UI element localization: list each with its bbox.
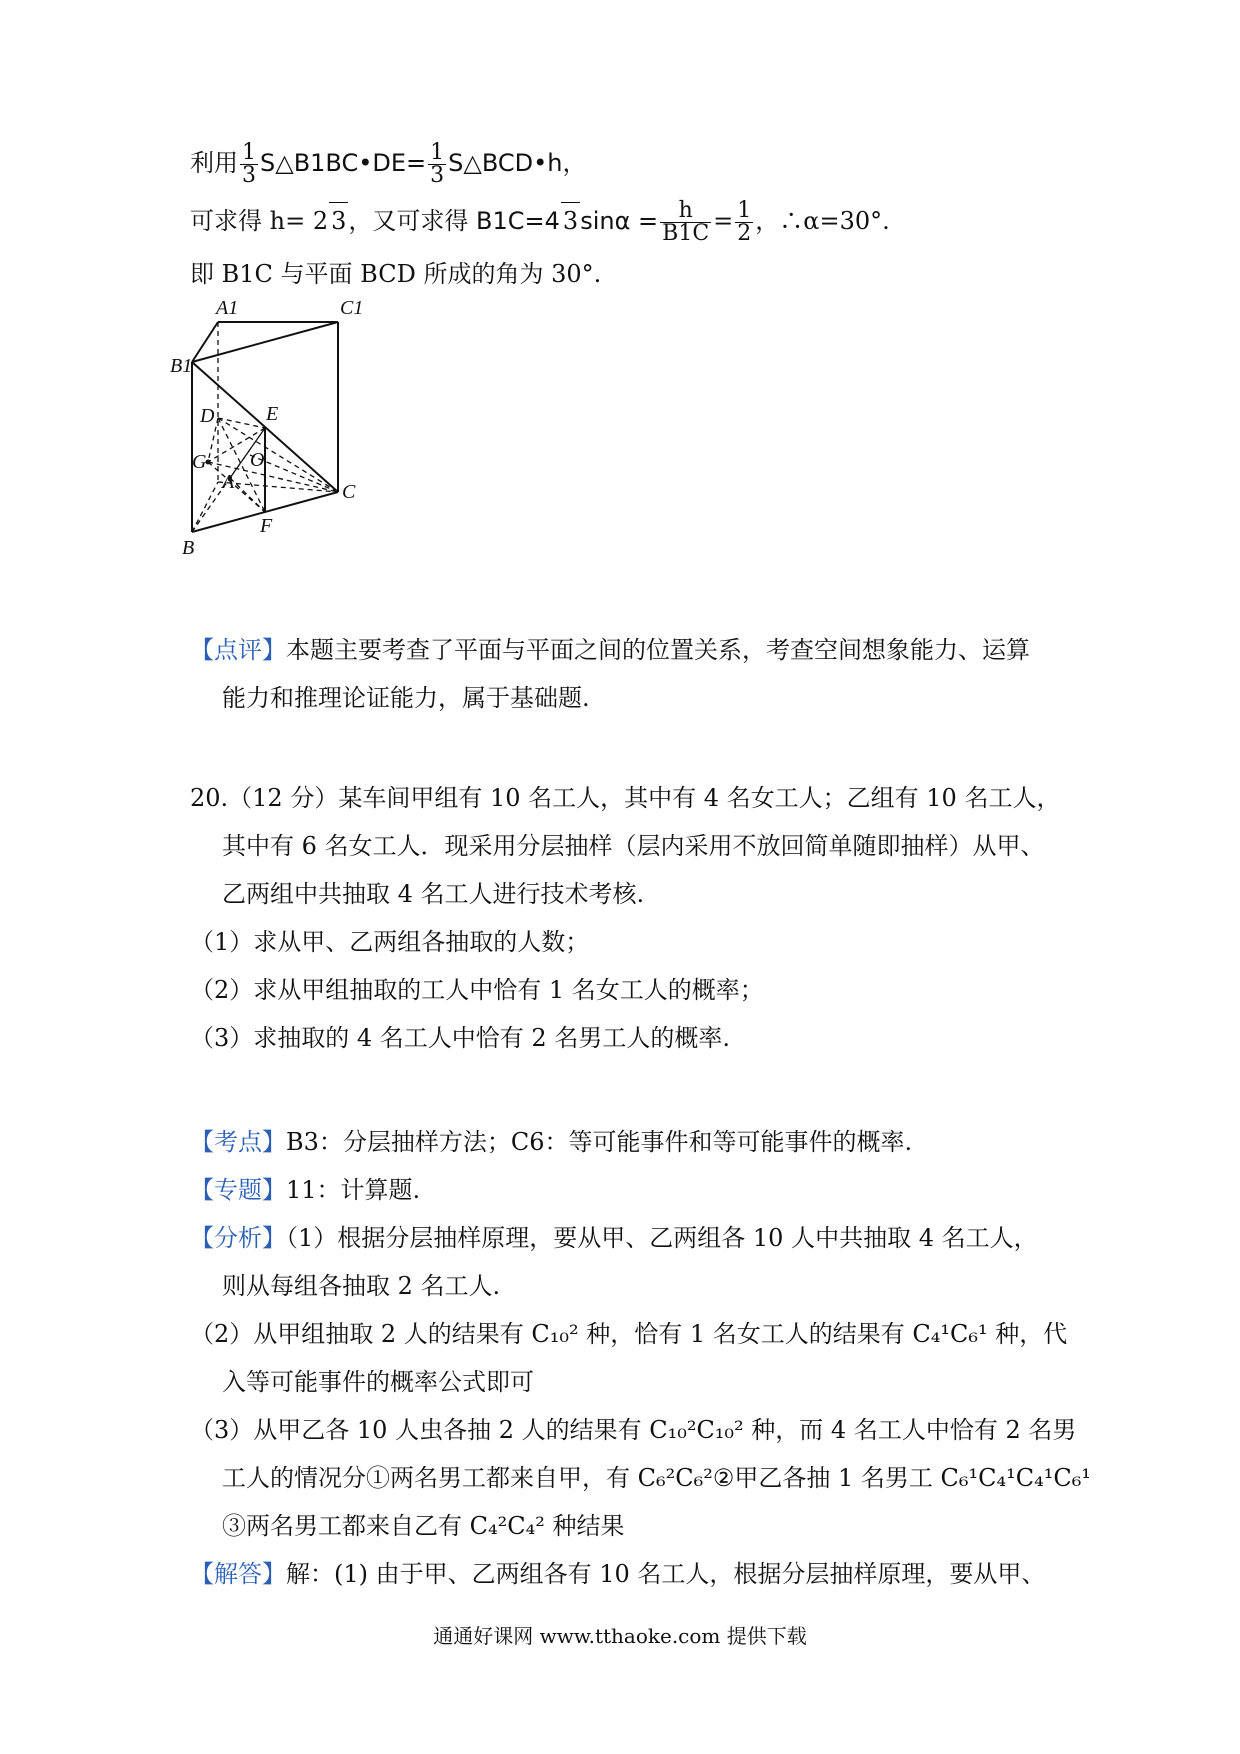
page-footer: 通通好课网 www.tthaoke.com 提供下载 (433, 1624, 807, 1648)
label-D: D (200, 405, 215, 427)
fraction-one-third-2: $\frac{1}{3}$ (430, 140, 445, 188)
fraction-one-third: $\frac{1}{3}$ (242, 140, 256, 188)
fenxi-line-1: 【分析】（1）根据分层抽样原理，要从甲、乙两组各 10 人中共抽取 4 名工人， (190, 1224, 1038, 1252)
zhuanti-line: 【专题】11：计算题. (190, 1176, 421, 1204)
fraction-one-half: $\frac{1}{2}$ (737, 198, 752, 246)
fenxi-line-7: ③两名男工都来自乙有 C₄²C₄² 种结果 (222, 1512, 625, 1540)
problem20-line-3: 乙两组中共抽取 4 名工人进行技术考核. (222, 880, 645, 908)
problem20-line-1: 20.（12 分）某车间甲组有 10 名工人，其中有 4 名女工人；乙组有 10 名工人， (190, 784, 1061, 812)
label-C: C (342, 481, 356, 503)
kaodian-tag: 【考点】 (190, 1128, 286, 1156)
comment-line-1: 【点评】本题主要考查了平面与平面之间的位置关系，考查空间想象能力、运算 (190, 636, 1030, 664)
zhuanti-tag: 【专题】 (190, 1176, 286, 1204)
label-O: O (250, 449, 265, 471)
prism-figure (170, 297, 420, 630)
label-B1: B1 (170, 355, 193, 377)
fraction-h-over-b1c: $\frac{h}{B1C}$ (662, 198, 710, 246)
formula-line-1: 利用 $\frac{1}{3}$ S△B1BC•DE= $\frac{1}{3}$ S△BCD•h， (190, 140, 587, 188)
label-C1: C1 (340, 297, 364, 319)
label-F: F (260, 515, 273, 537)
fenxi-line-3: （2）从甲组抽取 2 人的结果有 C₁₀² 种，恰有 1 名女工人的结果有 C₄¹C₆¹ 种，代 (190, 1320, 1068, 1348)
fenxi-line-5: （3）从甲乙各 10 人虫各抽 2 人的结果有 C₁₀²C₁₀² 种，而 4 名工人中恰有 2 名男 (190, 1416, 1077, 1444)
problem20-question-1: （1）求从甲、乙两组各抽取的人数； (190, 928, 590, 956)
label-E: E (266, 403, 279, 425)
fenxi-line-2: 则从每组各抽取 2 名工人. (222, 1272, 501, 1300)
fenxi-line-4: 入等可能事件的概率公式即可 (222, 1368, 534, 1396)
formula-line-2: 可求得 h= 2 3，又可求得 B1C=4 3sinα = $\frac{h}{B1C}$ = $\frac{1}{2}$ ，∴α=30°. (190, 198, 890, 246)
label-A: A (222, 471, 235, 493)
problem20-question-2: （2）求从甲组抽取的工人中恰有 1 名女工人的概率； (190, 976, 764, 1004)
fenxi-line-6: 工人的情况分①两名男工都来自甲，有 C₆²C₆²②甲乙各抽 1 名男工 C₆¹C₄¹C₄¹C₆¹ (222, 1464, 1091, 1492)
kaodian-line: 【考点】B3：分层抽样方法；C6：等可能事件和等可能事件的概率. (190, 1128, 913, 1156)
label-A1: A1 (216, 297, 239, 319)
label-G: G (192, 451, 207, 473)
problem20-question-3: （3）求抽取的 4 名工人中恰有 2 名男工人的概率. (190, 1024, 730, 1052)
jieda-tag: 【解答】 (190, 1560, 286, 1588)
jieda-line: 【解答】解：(1) 由于甲、乙两组各有 10 名工人，根据分层抽样原理，要从甲、 (190, 1560, 1046, 1588)
label-B: B (182, 537, 195, 559)
conclusion-line: 即 B1C 与平面 BCD 所成的角为 30°. (190, 260, 602, 288)
fenxi-tag: 【分析】 (190, 1224, 286, 1252)
problem20-line-2: 其中有 6 名女工人．现采用分层抽样（层内采用不放回简单随即抽样）从甲、 (222, 832, 1045, 860)
comment-line-2: 能力和推理论证能力，属于基础题. (222, 684, 590, 712)
comment-tag: 【点评】 (190, 636, 286, 664)
